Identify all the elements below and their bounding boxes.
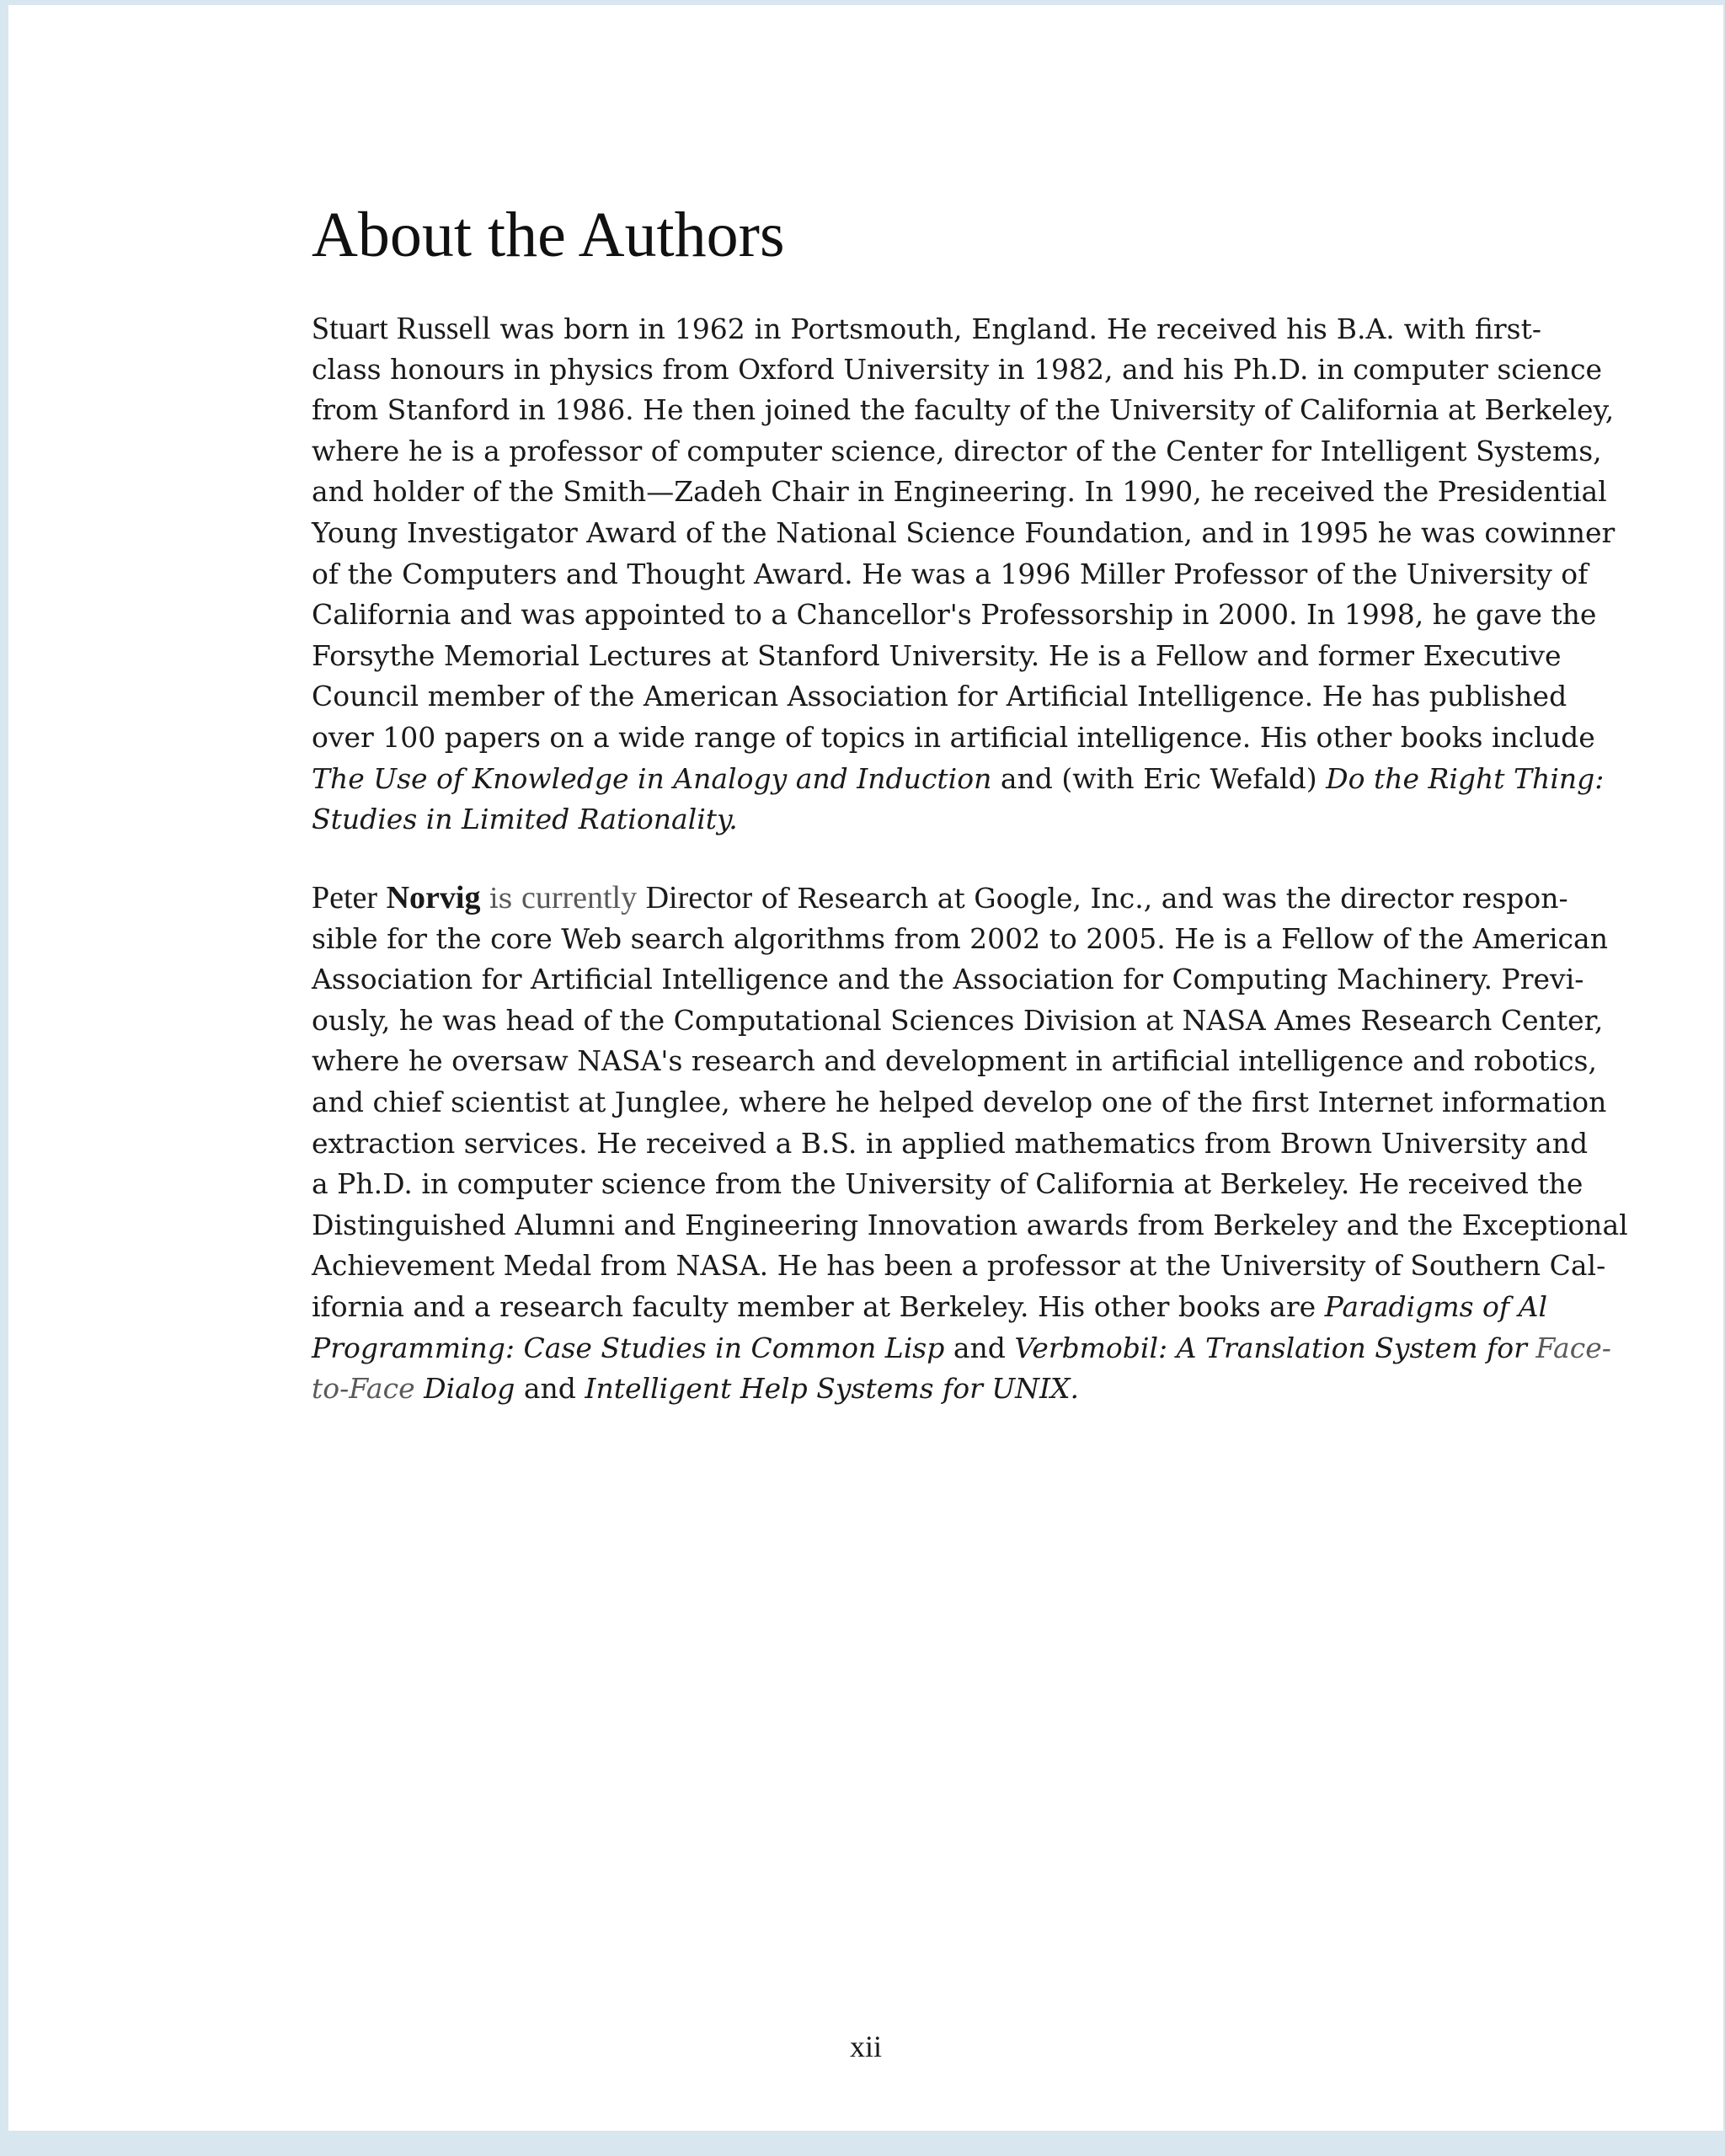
bio-line: Council member of the American Association for Artificial Intelligence. He has published <box>312 680 1567 713</box>
bio-text: is <box>489 882 513 915</box>
bio-line <box>312 308 1541 350</box>
bio-line: Distinguished Alumni and Engineering Innovation awards from Berkeley and the Exceptional <box>312 1208 1628 1241</box>
russell-bio <box>312 308 1616 841</box>
bio-text: and (with Eric Wefald) <box>1000 761 1317 795</box>
bio-line <box>312 759 1605 800</box>
book-title: Paradigms of Al <box>1324 1289 1547 1323</box>
author-name: Stuart Russell <box>312 311 491 346</box>
book-title: to-Face <box>312 1372 415 1406</box>
page-number: xii <box>849 2030 882 2063</box>
book-title: Dialog <box>424 1372 515 1406</box>
norvig-bio <box>312 878 1628 1410</box>
book-title: Face- <box>1535 1331 1611 1364</box>
bio-line: Achievement Medal from NASA. He has been a professor at the University of Southern Cal- <box>312 1249 1606 1283</box>
bio-line: Association for Artificial Intelligence and the Association for Computing Machinery. Previ- <box>312 963 1584 996</box>
bio-line <box>312 1328 1611 1369</box>
author-first-name: Peter <box>312 880 378 915</box>
book-title: Programming: Case Studies in Common Lisp <box>312 1331 945 1364</box>
bio-line <box>312 1369 1541 1410</box>
book-title: Do the Right Thing: <box>1326 761 1605 795</box>
bio-line <box>312 878 1568 919</box>
book-page <box>8 5 1723 2131</box>
bio-line: California and was appointed to a Chancellor's Professorship in 2000. In 1998, he gave the <box>312 598 1597 632</box>
bio-line: sible for the core Web search algorithms from 2002 to 2005. He is a Fellow of the American <box>312 921 1608 955</box>
bio-line: where he oversaw NASA's research and development in artificial intelligence and robotics, <box>312 1044 1597 1078</box>
bio-line: of the Computers and Thought Award. He was a 1996 Miller Professor of the University of <box>312 557 1589 590</box>
bio-text: ifornia and a research faculty member at Berkeley. His other books are <box>312 1289 1316 1323</box>
book-title: Verbmobil: A Translation System for <box>1014 1331 1527 1364</box>
book-title: The Use of Knowledge in Analogy and Induction <box>312 761 992 795</box>
bio-line: from Stanford in 1986. He then joined the faculty of the University of California at Berkeley, <box>312 393 1615 427</box>
bio-text: and <box>523 1372 576 1406</box>
bio-text: and <box>953 1331 1006 1364</box>
bio-line <box>312 1287 1547 1328</box>
bio-line: over 100 papers on a wide range of topics in artificial intelligence. His other books include <box>312 720 1595 754</box>
bio-line: Young Investigator Award of the National Science Foundation, and in 1995 he was cowinner <box>312 515 1616 549</box>
bio-text: was born in 1962 in Portsmouth, England. He received his B.A. with first- <box>499 312 1541 345</box>
bio-text: Director <box>645 880 753 915</box>
bio-line: where he is a professor of computer science, director of the Center for Intelligent Systems, <box>312 434 1602 467</box>
author-last-name: Norvig <box>386 880 481 915</box>
bio-line: and holder of the Smith—Zadeh Chair in Engineering. In 1990, he received the Presidential <box>312 475 1607 509</box>
bio-text: of Research at Google, Inc., and was the director respon- <box>761 882 1568 915</box>
bio-line <box>312 799 1541 841</box>
bio-line: and chief scientist at Junglee, where he helped develop one of the first Internet information <box>312 1085 1607 1118</box>
book-title: Studies in Limited Rationality. <box>312 803 738 836</box>
bio-line: ously, he was head of the Computational Sciences Division at NASA Ames Research Center, <box>312 1003 1604 1037</box>
bio-line: a Ph.D. in computer science from the University of California at Berkeley. He received the <box>312 1167 1583 1201</box>
bio-line: extraction services. He received a B.S. in applied mathematics from Brown University and <box>312 1126 1589 1160</box>
page-title: About the Authors <box>312 200 785 270</box>
bio-text: currently <box>521 880 638 915</box>
bio-line: Forsythe Memorial Lectures at Stanford University. He is a Fellow and former Executive <box>312 638 1562 672</box>
bio-line: class honours in physics from Oxford University in 1982, and his Ph.D. in computer science <box>312 352 1603 386</box>
book-title: Intelligent Help Systems for UNIX. <box>585 1372 1080 1406</box>
